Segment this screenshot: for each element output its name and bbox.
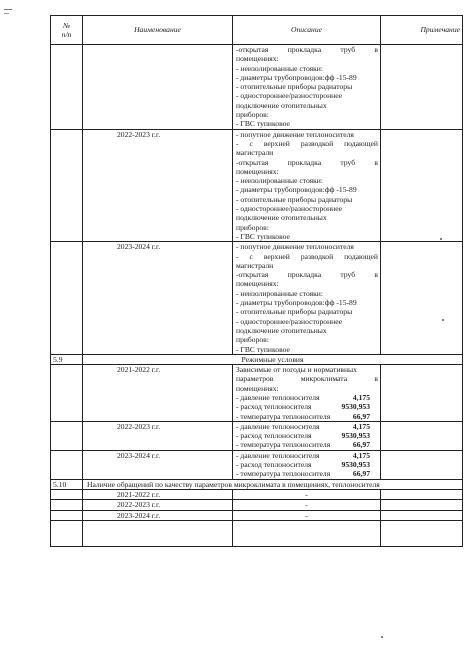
table-row — [51, 510, 463, 520]
table-row — [51, 242, 463, 355]
header-note: Примечание — [381, 16, 463, 45]
table-header-row — [51, 16, 463, 45]
table-row — [51, 365, 463, 422]
year-cell: 2023-2024 г.г. — [83, 450, 233, 479]
description-cell: - попутное движение теплоносителя - с верхней разводкой подающей магистрали -открытая прокладка труб в помещениях: - неизолированные стояки: - диаметры трубопроводов:фф -15-89 - отопительные приборы радиаторы - одностороннее/разностороннее подключение отопительных приборов: - ГВС тупиковое — [233, 129, 381, 242]
table-row — [51, 129, 463, 242]
table-row — [51, 489, 463, 499]
header-name: Наименование — [83, 16, 233, 45]
section-number: 5.9 — [51, 354, 83, 364]
value-cell: - — [233, 489, 381, 499]
year-cell: 2021-2022 г.г. — [83, 489, 233, 499]
year-cell: 2022-2023 г.г. — [83, 421, 233, 450]
header-num: № п/п — [51, 16, 83, 45]
description-cell: -открытая прокладка труб в помещениях: - неизолированные стояки: - диаметры трубопроводов:фф -15-89 - отопительные приборы радиаторы - одностороннее/разностороннее подключение отопительных приборов: - ГВС тупиковое — [233, 45, 381, 130]
description-cell: - попутное движение теплоносителя - с верхней разводкой подающей магистрали -открытая прокладка труб в помещениях: - неизолированные стояки: - диаметры трубопроводов:фф -15-89 - отопительные приборы радиаторы - одностороннее/разностороннее подключение отопительных приборов: - ГВС тупиковое — [233, 242, 381, 355]
description-cell: - давление теплоносителя 4,175 - расход теплоносителя 9530,953 - температура теплоносителя 66,97 — [233, 450, 381, 479]
table-row — [51, 421, 463, 450]
section-row — [51, 479, 463, 489]
value-cell: - — [233, 500, 381, 510]
description-cell: Зависимые от погоды и нормативных параметров микроклимата в помещениях: - давление теплоносителя 4,175 - расход теплоносителя 9530,953 - температура теплоносителя 66,97 — [233, 365, 381, 422]
header-description: Описание — [233, 16, 381, 45]
document-table — [50, 15, 463, 547]
scan-mark — [4, 13, 9, 14]
value-cell: - — [233, 510, 381, 520]
table-row — [51, 450, 463, 479]
table-row — [51, 500, 463, 510]
scan-mark — [4, 9, 12, 10]
section-title: Наличие обращений по качеству параметров микроклимата в помещениях, теплоносителя — [83, 479, 463, 489]
table-row — [51, 520, 463, 546]
scan-speck — [381, 636, 383, 638]
year-cell: 2023-2024 г.г. — [83, 242, 233, 355]
description-cell: - давление теплоносителя 4,175 - расход теплоносителя 9530,953 - температура теплоносителя 66,97 — [233, 421, 381, 450]
section-number: 5.10 — [51, 479, 83, 489]
table-row — [51, 45, 463, 130]
year-cell: 2022-2023 г.г. — [83, 129, 233, 242]
year-cell: 2021-2022 г.г. — [83, 365, 233, 422]
section-title: Режимные условия — [83, 354, 463, 364]
section-row — [51, 354, 463, 364]
year-cell: 2023-2024 г.г. — [83, 510, 233, 520]
year-cell: 2022-2023 г.г. — [83, 500, 233, 510]
